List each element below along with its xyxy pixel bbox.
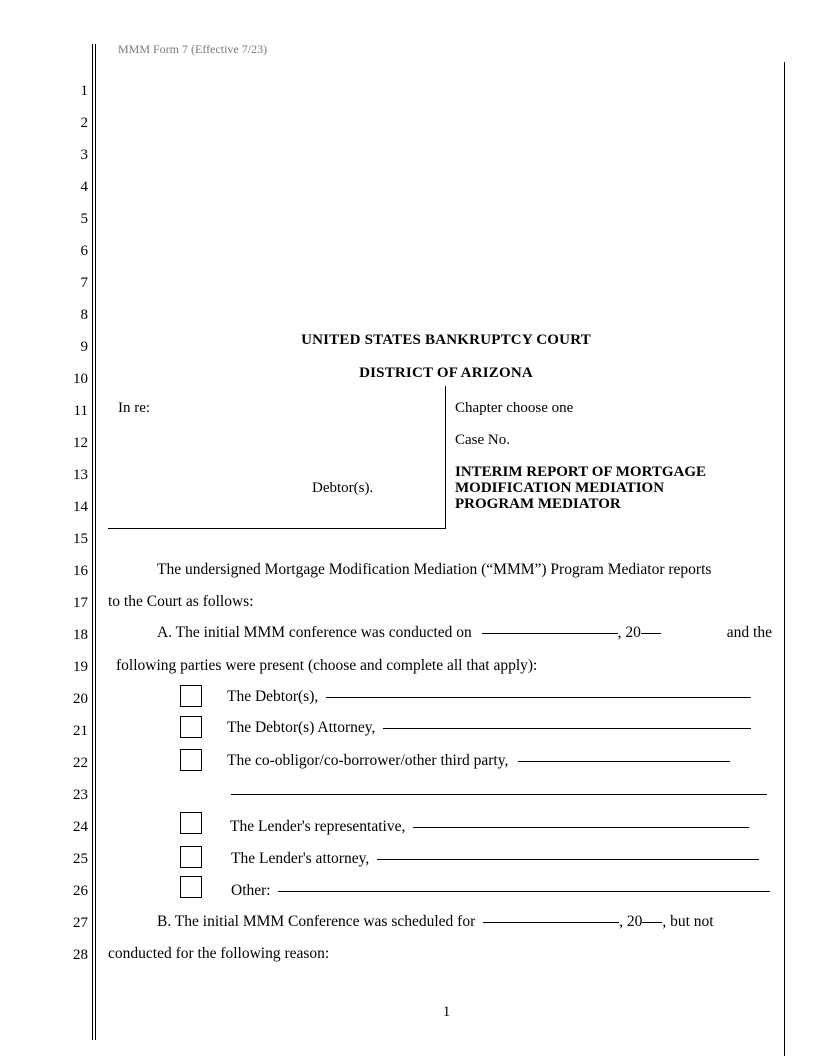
lender-representative-checkbox[interactable] [180,812,202,834]
form-label: MMM Form 7 (Effective 7/23) [118,42,268,56]
line-number: 12 [73,435,88,451]
court-name: UNITED STATES BANKRUPTCY COURT [301,332,591,348]
chapter-field[interactable]: Chapter choose one [455,400,574,416]
document-title [455,464,706,512]
document-title-line-2: MODIFICATION MEDIATION [455,480,665,496]
line-number: 9 [80,339,88,355]
conference-year-blank[interactable] [641,632,661,634]
third-party-name-blank[interactable] [518,760,730,762]
scheduled-date-blank[interactable] [483,921,619,923]
caption-vertical-rule [445,386,446,528]
in-re-label: In re: [118,400,151,416]
intro-line-1: The undersigned Mortgage Modification Mediation (“MMM”) Program Mediator reports [157,561,712,578]
section-b-line-1 [157,913,714,931]
line-number: 23 [73,787,88,803]
line-number: 16 [73,563,88,579]
case-number-label: Case No. [455,432,510,448]
left-margin-rule-outer [92,44,93,1040]
debtor-attorney-row [227,719,751,737]
line-number: 17 [73,595,88,611]
section-a-text: A. The initial MMM conference was conducted on [157,624,472,641]
document-title-line-3: PROGRAM MEDIATOR [455,496,621,512]
caption-horizontal-rule [108,528,446,529]
lender-representative-name-blank[interactable] [413,826,749,828]
lender-attorney-row-label: The Lender's attorney, [231,850,370,867]
third-party-checkbox[interactable] [180,749,202,771]
section-b-but-not: , but not [662,913,714,930]
right-margin-rule [784,62,785,1056]
third-party-row-label: The co-obligor/co-borrower/other third party, [227,752,509,769]
section-a-and-the: and the [726,624,772,641]
lender-representative-row [230,818,749,836]
section-a-line-1 [157,624,772,642]
lender-attorney-checkbox[interactable] [180,846,202,868]
court-district: DISTRICT OF ARIZONA [359,365,533,381]
line-number: 18 [73,627,88,643]
line-number: 25 [73,851,88,867]
line-number: 13 [73,467,88,483]
line-number: 10 [73,371,88,387]
scheduled-year-blank[interactable] [642,921,662,923]
line-number: 2 [80,115,88,131]
debtor-label: Debtor(s). [312,480,374,496]
line-number: 3 [80,147,88,163]
line-number: 4 [80,179,88,195]
third-party-continuation-row [231,785,767,803]
line-number: 7 [80,275,88,291]
line-number: 26 [73,883,88,899]
third-party-row [227,752,730,770]
line-number: 28 [73,947,88,963]
debtor-attorney-checkbox[interactable] [180,716,202,738]
other-party-blank[interactable] [278,890,770,892]
debtor-attorney-row-label: The Debtor(s) Attorney, [227,719,376,736]
lender-attorney-row [231,850,759,868]
line-number: 1 [80,83,88,99]
conference-date-blank[interactable] [482,632,618,634]
line-number: 27 [73,915,88,931]
line-number: 11 [73,403,88,419]
debtor-row-label: The Debtor(s), [227,688,319,705]
debtor-name-blank[interactable] [326,696,751,698]
section-b-line-2: conducted for the following reason: [108,945,330,962]
lender-representative-row-label: The Lender's representative, [230,818,406,835]
other-party-checkbox[interactable] [180,876,202,898]
section-a-line-2: following parties were present (choose and complete all that apply): [116,657,538,674]
year-prefix-b: , 20 [619,913,643,930]
other-party-row [231,882,770,900]
left-margin-rule-inner [95,44,96,1040]
third-party-continuation-blank[interactable] [231,793,767,795]
line-number: 5 [80,211,88,227]
line-number: 6 [80,243,88,259]
line-number: 15 [73,531,88,547]
other-party-row-label: Other: [231,882,271,899]
line-number: 21 [73,723,88,739]
section-b-text: B. The initial MMM Conference was scheduled for [157,913,476,930]
page-number: 1 [442,1004,451,1020]
line-number: 20 [73,691,88,707]
debtor-attorney-name-blank[interactable] [383,727,751,729]
line-number: 22 [73,755,88,771]
document-title-line-1: INTERIM REPORT OF MORTGAGE [455,464,707,480]
line-number: 14 [73,499,88,515]
debtor-checkbox[interactable] [180,685,202,707]
year-prefix: , 20 [617,624,641,641]
line-number: 8 [80,307,88,323]
line-number: 24 [73,819,88,835]
lender-attorney-name-blank[interactable] [377,858,759,860]
intro-line-2: to the Court as follows: [108,593,254,610]
debtor-row [227,688,751,706]
line-number: 19 [73,659,88,675]
